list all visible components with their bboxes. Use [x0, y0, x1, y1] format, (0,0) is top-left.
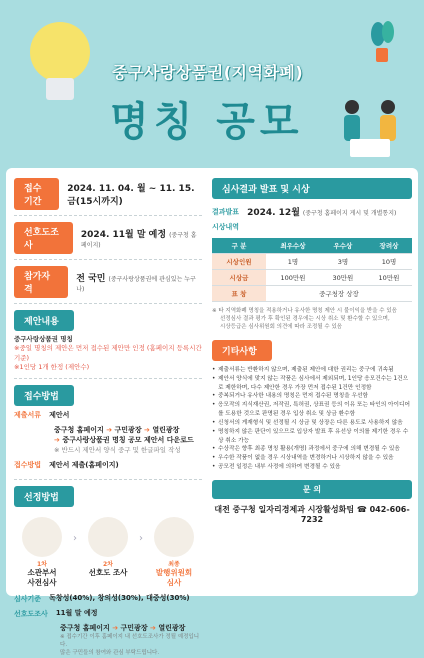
table-cell: 100만원 [266, 270, 320, 286]
list-item: • 공모전 일정은 내부 사정에 의하여 변경될 수 있음 [212, 463, 412, 472]
step-number: 1차 [37, 561, 47, 569]
contact-section [212, 480, 412, 524]
right-column [212, 178, 412, 524]
step-download: 중구사랑상품권 명칭 공모 제안서 다운로드 [62, 436, 194, 445]
arrow-icon: ➔ [112, 623, 119, 632]
table-cell: 시상금 [212, 270, 266, 286]
table-row [212, 254, 412, 270]
table-cell: 10명 [366, 254, 412, 270]
results-note-2: 선정심사 결과 평가 후 확인된 경우에는 시상 취소 및 환수할 수 있으며, [220, 315, 390, 322]
eligibility-note: (중구사랑상품권에 관심있는 누구나) [76, 275, 196, 293]
hero-banner [0, 0, 424, 168]
chevron-right-icon: › [139, 533, 143, 545]
method-value: 제안서 제출(홈페이지) [49, 460, 119, 469]
screening-label: 선호도조사 [14, 222, 73, 254]
criteria-label: 심사기준 [14, 594, 42, 603]
criteria-row [14, 593, 202, 604]
table-cell: 10만원 [366, 270, 412, 286]
survey-steps [14, 623, 202, 634]
announce-note: (중구청 홈페이지 게시 및 개별통지) [302, 210, 397, 217]
table-row [212, 286, 412, 302]
selection-label: 선정방법 [14, 486, 74, 507]
table-cell: 30만원 [320, 270, 366, 286]
table-header: 최우수상 [266, 238, 320, 254]
survey-row [14, 608, 202, 619]
table-header: 장려상 [366, 238, 412, 254]
prize-table [212, 238, 412, 302]
arrow-icon: ➔ [144, 425, 150, 434]
step-homepage: 중구청 홈페이지 [54, 425, 104, 434]
announce-value [247, 205, 396, 218]
period-row [14, 178, 202, 216]
list-item: • 제안서 양식에 맞지 않는 작품은 심사에서 제외되며, 1인당 응모건수는 1건으로 제한하며, 다수 제안한 경우 가장 먼저 접수된 1건만 인정함 [212, 375, 412, 393]
contact-info: 대전 중구청 일자리경제과 시장활성화팀 ☎ 042-606-7232 [214, 504, 410, 524]
list-item: • 제출서류는 반환하지 않으며, 제출된 제안에 대한 권리는 중구에 귀속됨 [212, 366, 412, 375]
eligibility-value [76, 271, 202, 294]
subject-note-1: ※중일 명칭의 제안은 먼저 접수된 제안만 인정 (홈페이지 등록시간 기준) [14, 344, 202, 362]
list-item: • 응모작의 지식재산권, 저작권, 특허권, 상표권 등의 이유 또는 타인의 아이디어를 도용한 것으로 판명된 경우 입상 취소 및 상금 환수함 [212, 401, 412, 419]
table-cell: 시상인원 [212, 254, 266, 270]
period-label: 접수기간 [14, 178, 59, 210]
announce-label: 결과발표 [212, 207, 240, 216]
survey-note-1: ※ 접수기간 이후 홈페이지 내 선호도조사가 정될 예정입니다. [60, 633, 200, 648]
survey-value: 11월 말 예정 [55, 609, 98, 618]
chevron-right-icon: › [73, 533, 77, 545]
submission-label: 접수방법 [14, 385, 74, 406]
selection-steps [18, 517, 198, 587]
screening-row [14, 222, 202, 260]
announce-date: 2024. 12월 [247, 208, 300, 218]
etc-list [212, 366, 412, 472]
step-name: 선호도 조사 [88, 568, 128, 578]
arrow-icon: ➔ [150, 623, 156, 632]
step-name: 소관부서 사전심사 [27, 568, 57, 587]
results-note-1: ※ 타 지역화폐 명칭을 적용하거나 유사한 명칭 제안 시 불이익을 받을 수 있음 [212, 308, 397, 314]
left-column [14, 178, 202, 658]
people-illustration [330, 95, 410, 165]
list-item: • 중복되거나 유사한 내용의 명칭은 먼저 접수된 명칭을 우선함 [212, 392, 412, 401]
submission-steps [14, 425, 202, 447]
table-cell: 1명 [266, 254, 320, 270]
form-note: ※ 반드시 제안서 양식 중구 및 한글파일 작성 [54, 446, 181, 455]
prize-label: 시상내역 [212, 223, 240, 231]
arrow-icon: ➔ [54, 436, 60, 445]
step-open-square: 열린광장 [158, 623, 186, 632]
etc-label: 기타사항 [212, 340, 272, 361]
table-row [212, 270, 412, 286]
results-label: 심사결과 발표 및 시상 [212, 178, 412, 199]
lightbulb-base [46, 78, 74, 100]
method-label: 접수방법 [14, 461, 42, 470]
eligibility-label: 참가자격 [14, 266, 68, 298]
plant-icon [366, 14, 398, 64]
eligibility-text: 전 국민 [76, 273, 106, 284]
table-cell: 표 창 [212, 286, 266, 302]
step-square: 구민광장 [114, 425, 142, 434]
campaign-tagline: 중구사랑상품권(지역화폐) [112, 63, 304, 82]
eligibility-row [14, 266, 202, 304]
selection-step-1 [18, 517, 66, 587]
criteria-value: 독창성(40%), 창의성(30%), 대중성(30%) [49, 594, 190, 603]
table-header-row [212, 238, 412, 254]
list-item: • 신청서의 게재형식 및 선정될 시 상금 및 상장은 다른 용도로 사용하지 않음 [212, 419, 412, 428]
survey-label: 선호도조사 [14, 609, 48, 618]
list-item: • 우수한 작품이 없을 경우 시상내역을 변경하거나 시상하지 않을 수 있음 [212, 454, 412, 463]
table-header: 우수상 [320, 238, 366, 254]
selection-section [14, 486, 202, 657]
screening-date: 2024. 11월 말 예정 [80, 229, 167, 240]
method-row [14, 460, 202, 471]
arrow-icon: ➔ [106, 425, 113, 434]
period-value: 2024. 11. 04. 월 ~ 11. 15. 금(15시까지) [67, 184, 195, 207]
document-icon [22, 517, 62, 557]
contact-label: 문 의 [212, 480, 412, 499]
announce-row [212, 205, 412, 218]
table-header: 구 분 [212, 238, 266, 254]
step-name: 발행위원회 심사 [155, 568, 193, 587]
submission-section [14, 385, 202, 481]
survey-note-2: 많은 구민들의 참여와 관심 부탁드립니다. [60, 649, 160, 656]
step-number: 최종 [168, 561, 180, 569]
committee-icon [154, 517, 194, 557]
results-note-3: 시상등급은 심사위원회 의견에 따라 조정될 수 있음 [220, 323, 343, 330]
subject-note-2: ※1인당 1개 한정 (제안수) [14, 363, 90, 372]
subject-text: 중구사랑상품권 명칭 [14, 335, 73, 343]
table-cell: 3명 [320, 254, 366, 270]
checklist-icon [88, 517, 128, 557]
page-title: 명칭 공모 [110, 99, 304, 145]
list-item: • 명칭하지 않은 판단이 있으므로 입상자 발표 후 유선상 이의를 제기한 경우 수상 취소 가능 [212, 428, 412, 446]
table-cell: 중구청장 상장 [266, 286, 412, 302]
screening-note: (중구청 홈페이지) [80, 231, 197, 249]
step-open-square: 열린광장 [152, 425, 180, 434]
step-square: 구민광장 [120, 623, 148, 632]
list-item: • 수상작은 향후 최종 명칭 활용(개명) 과정에서 중구에 의해 변경될 수 있음 [212, 445, 412, 454]
selection-step-2 [84, 517, 132, 577]
lightbulb-icon [30, 22, 90, 82]
subject-label: 제안내용 [14, 310, 74, 331]
form-value: 제안서 [49, 410, 70, 419]
selection-step-3 [150, 517, 198, 587]
step-homepage: 중구청 홈페이지 [60, 623, 110, 632]
form-label: 제출서류 [14, 411, 42, 420]
form-row [14, 410, 202, 421]
subject-section [14, 310, 202, 379]
step-number: 2차 [103, 561, 113, 569]
screening-value [81, 227, 202, 250]
